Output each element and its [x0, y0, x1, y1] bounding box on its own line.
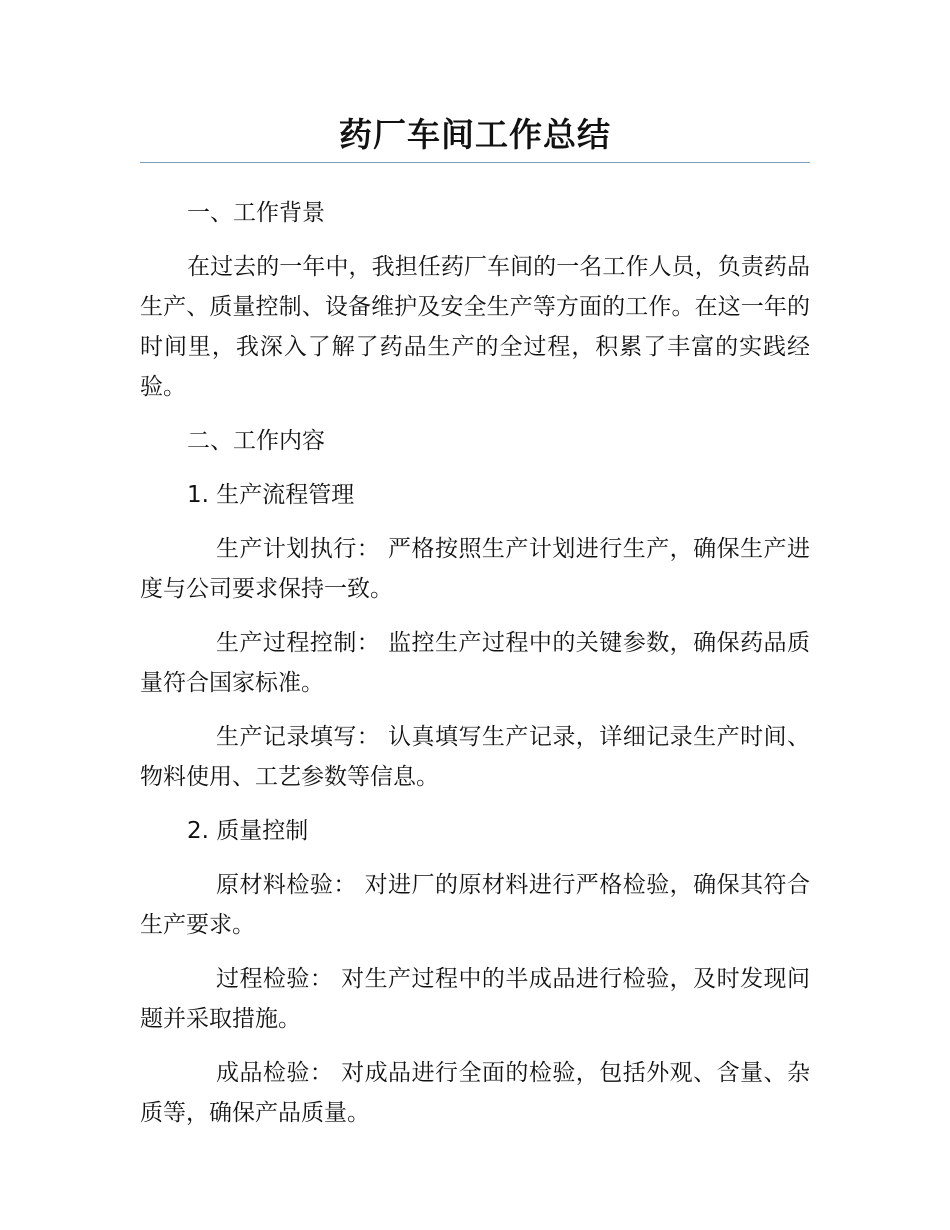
- title-underline-rule: [140, 162, 810, 163]
- production-item-records: 生产记录填写： 认真填写生产记录，详细记录生产时间、物料使用、工艺参数等信息。: [140, 724, 810, 790]
- subsection-heading-production: 1. 生产流程管理: [187, 482, 355, 508]
- document-title: 药厂车间工作总结: [339, 115, 611, 154]
- document-body: [140, 193, 810, 1133]
- quality-item-raw-material: 原材料检验： 对进厂的原材料进行严格检验，确保其符合生产要求。: [140, 872, 810, 938]
- subsection-heading-quality: 2. 质量控制: [187, 818, 309, 844]
- background-paragraph: 在过去的一年中，我担任药厂车间的一名工作人员，负责药品生产、质量控制、设备维护及安全生产等方面的工作。在这一年的时间里，我深入了解了药品生产的全过程，积累了丰富的实践经验。: [140, 254, 810, 400]
- document-page: [140, 0, 810, 1147]
- section-heading-work-content: 二、工作内容: [187, 428, 325, 454]
- section-heading-background: 一、工作背景: [187, 200, 325, 226]
- quality-item-finished-product: 成品检验： 对成品进行全面的检验，包括外观、含量、杂质等，确保产品质量。: [140, 1060, 810, 1126]
- production-item-plan: 生产计划执行： 严格按照生产计划进行生产，确保生产进度与公司要求保持一致。: [140, 536, 810, 602]
- production-item-process-control: 生产过程控制： 监控生产过程中的关键参数，确保药品质量符合国家标准。: [140, 630, 810, 696]
- quality-item-process-inspection: 过程检验： 对生产过程中的半成品进行检验，及时发现问题并采取措施。: [140, 966, 810, 1032]
